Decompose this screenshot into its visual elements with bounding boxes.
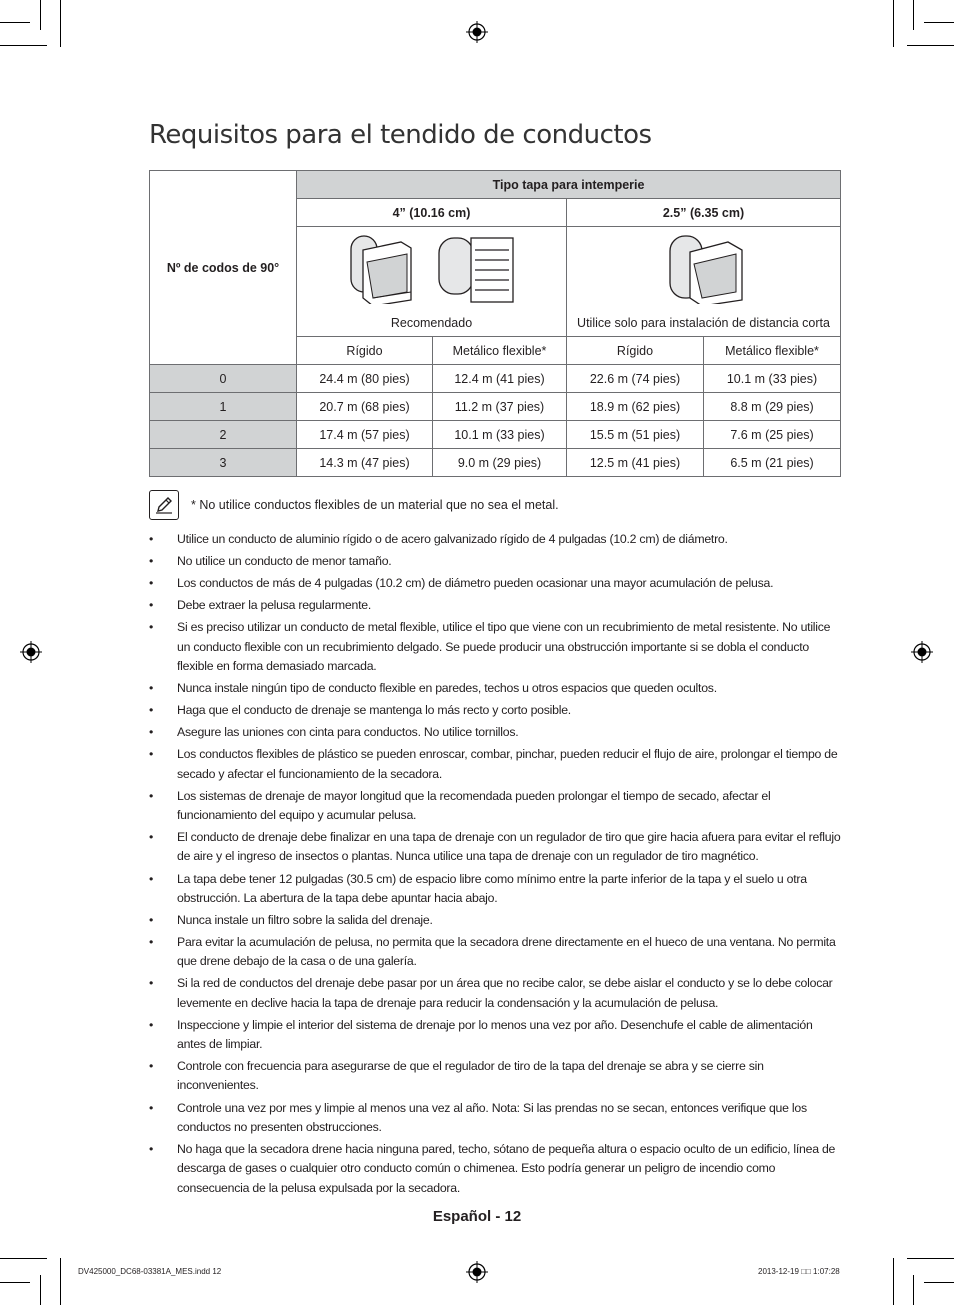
crop-mark xyxy=(893,1258,894,1305)
list-item: • Controle con frecuencia para asegurarse de que el regulador de tiro de la tapa del drenaje se abra y se cierre sin inconvenientes. xyxy=(149,1057,841,1096)
hood-images-2-5in xyxy=(567,227,841,337)
list-item: • Nunca instale ningún tipo de conducto flexible en paredes, techos u otros espacios que queden ocultos. xyxy=(149,679,841,698)
type-flexible: Metálico flexible* xyxy=(704,337,841,365)
type-flexible: Metálico flexible* xyxy=(433,337,567,365)
table-row xyxy=(150,393,841,421)
table-cell: 18.9 m (62 pies) xyxy=(567,393,704,421)
registration-mark-icon xyxy=(20,641,42,663)
crop-mark xyxy=(924,1282,954,1283)
grille-hood-icon xyxy=(435,232,519,304)
crop-mark xyxy=(0,1282,30,1283)
hood-images-4in xyxy=(297,227,567,337)
type-rigid: Rígido xyxy=(297,337,433,365)
crop-mark xyxy=(60,0,61,47)
list-item: • Controle una vez por mes y limpie al menos una vez al año. Nota: Si las prendas no se secan, entonces verifique que los conductos no presenten obstrucciones. xyxy=(149,1099,841,1138)
note xyxy=(149,490,559,520)
table-row xyxy=(150,449,841,477)
table-cell: 14.3 m (47 pies) xyxy=(297,449,433,477)
list-item: • La tapa debe tener 12 pulgadas (30.5 cm) de espacio libre como mínimo entre la parte inferior de la tapa y el suelo u otra obstrucción. La abertura de la tapa debe apuntar hacia abajo. xyxy=(149,870,841,909)
table-row xyxy=(150,365,841,393)
table-cell: 22.6 m (74 pies) xyxy=(567,365,704,393)
date-slug: 2013-12-19 □□ 1:07:28 xyxy=(758,1267,840,1276)
list-item: • Haga que el conducto de drenaje se mantenga lo más recto y corto posible. xyxy=(149,701,841,720)
page-number: Español - 12 xyxy=(432,1208,522,1225)
list-item: • Nunca instale un filtro sobre la salida del drenaje. xyxy=(149,911,841,930)
table-row xyxy=(150,421,841,449)
list-item: • El conducto de drenaje debe finalizar en una tapa de drenaje con un regulador de tiro que gire hacia afuera para evitar el reflujo de aire y el ingreso de insectos o plantas. Nunca utilice una tapa de drenaje con un regulador de tiro magnético. xyxy=(149,828,841,867)
elbow-count: 2 xyxy=(150,421,297,449)
crop-mark xyxy=(924,22,954,23)
table-cell: 10.1 m (33 pies) xyxy=(433,421,567,449)
crop-mark xyxy=(0,1258,47,1259)
vent-hood-type-header: Tipo tapa para intemperie xyxy=(297,171,841,199)
elbow-count: 3 xyxy=(150,449,297,477)
crop-mark xyxy=(60,1258,61,1305)
page-title: Requisitos para el tendido de conductos xyxy=(149,120,652,150)
table-cell: 15.5 m (51 pies) xyxy=(567,421,704,449)
note-pencil-icon xyxy=(149,490,179,520)
crop-mark xyxy=(907,1258,954,1259)
list-item: • Los sistemas de drenaje de mayor longitud que la recomendada pueden prolongar el tiempo de secado, afectar el funcionamiento del equipo y acumular pelusa. xyxy=(149,787,841,826)
table-cell: 20.7 m (68 pies) xyxy=(297,393,433,421)
duct-requirements-table xyxy=(149,170,841,477)
list-item: • Si la red de conductos del drenaje debe pasar por un área que no recibe calor, se debe aislar el conducto y se lo debe colocar levemente en declive hacia la tapa de drenaje para reducir la condensación y la acumulación de pelusa. xyxy=(149,974,841,1013)
requirements-list xyxy=(149,530,841,1201)
list-item: • No haga que la secadora drene hacia ninguna pared, techo, sótano de pequeña altura o espacio oculto de un edificio, línea de descarga de gases o cualquier otro conducto común o chimenea. Esto podría generar un peligro de incendio como consecuencia de la pelusa expulsada por la secadora. xyxy=(149,1140,841,1198)
list-item: • Para evitar la acumulación de pelusa, no permita que la secadora drene directamente en el hueco de una ventana. No permita que drene debajo de la casa o de una galería. xyxy=(149,933,841,972)
list-item: • Los conductos flexibles de plástico se pueden enroscar, combar, pinchar, pueden reducir el flujo de aire, prolongar el tiempo de secado y afectar el funcionamiento de la secadora. xyxy=(149,745,841,784)
elbows-header: Nº de codos de 90° xyxy=(150,171,297,365)
crop-mark xyxy=(0,22,30,23)
registration-mark-icon xyxy=(466,21,488,43)
list-item: • Inspeccione y limpie el interior del sistema de drenaje por lo menos una vez por año. Desenchufe el cable de alimentación antes de limpiar. xyxy=(149,1016,841,1055)
table-cell: 12.5 m (41 pies) xyxy=(567,449,704,477)
table-cell: 9.0 m (29 pies) xyxy=(433,449,567,477)
size-4in-header: 4” (10.16 cm) xyxy=(297,199,567,227)
crop-mark xyxy=(907,45,954,46)
registration-mark-icon xyxy=(911,641,933,663)
table-cell: 24.4 m (80 pies) xyxy=(297,365,433,393)
table-cell: 12.4 m (41 pies) xyxy=(433,365,567,393)
note-text: * No utilice conductos flexibles de un material que no sea el metal. xyxy=(191,498,559,512)
elbow-count: 1 xyxy=(150,393,297,421)
list-item: • Los conductos de más de 4 pulgadas (10.2 cm) de diámetro pueden ocasionar una mayor acumulación de pelusa. xyxy=(149,574,841,593)
louvered-hood-icon xyxy=(345,232,415,304)
recommended-caption: Recomendado xyxy=(390,316,473,330)
table-cell: 11.2 m (37 pies) xyxy=(433,393,567,421)
small-hood-icon xyxy=(662,230,746,304)
list-item: • Debe extraer la pelusa regularmente. xyxy=(149,596,841,615)
table-cell: 7.6 m (25 pies) xyxy=(704,421,841,449)
size-2-5in-header: 2.5” (6.35 cm) xyxy=(567,199,841,227)
crop-mark xyxy=(40,0,41,30)
registration-mark-icon xyxy=(466,1261,488,1283)
table-cell: 10.1 m (33 pies) xyxy=(704,365,841,393)
table-cell: 6.5 m (21 pies) xyxy=(704,449,841,477)
crop-mark xyxy=(913,0,914,30)
crop-mark xyxy=(40,1275,41,1305)
table-cell: 17.4 m (57 pies) xyxy=(297,421,433,449)
elbow-count: 0 xyxy=(150,365,297,393)
table-cell: 8.8 m (29 pies) xyxy=(704,393,841,421)
file-slug: DV425000_DC68-03381A_MES.indd 12 xyxy=(78,1267,222,1276)
list-item: • Utilice un conducto de aluminio rígido o de acero galvanizado rígido de 4 pulgadas (10.2 cm) de diámetro. xyxy=(149,530,841,549)
crop-mark xyxy=(913,1275,914,1305)
crop-mark xyxy=(893,0,894,47)
type-rigid: Rígido xyxy=(567,337,704,365)
list-item: • Si es preciso utilizar un conducto de metal flexible, utilice el tipo que viene con un recubrimiento de metal resistente. No utilice un conducto flexible con un recubrimiento delgado. Se puede producir una obstrucción importante si se dobla el conducto flexible en forma demasiado marcada. xyxy=(149,618,841,676)
short-run-caption: Utilice solo para instalación de distancia corta xyxy=(577,316,830,330)
crop-mark xyxy=(0,45,47,46)
list-item: • No utilice un conducto de menor tamaño. xyxy=(149,552,841,571)
list-item: • Asegure las uniones con cinta para conductos. No utilice tornillos. xyxy=(149,723,841,742)
